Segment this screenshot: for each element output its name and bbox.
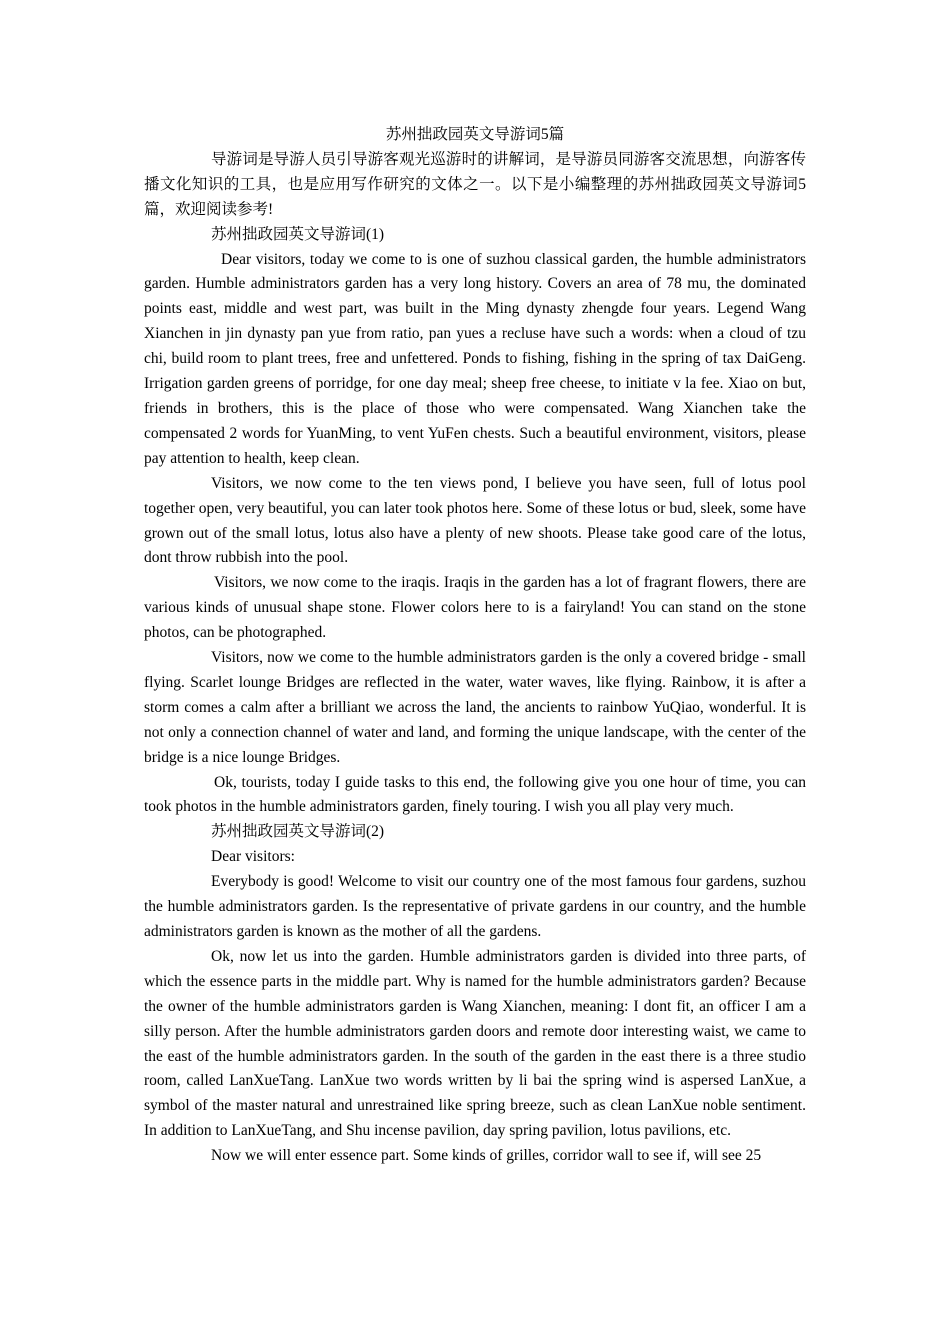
section-1-paragraph-2: Visitors, we now come to the ten views pond, I believe you have seen, full of lotus pool together open, very beautiful, you can later took photos here. Some of these lotus or bud, sleek, some have grown out of the small lotus, lotus also have a plenty of new shoots. Please take good care of the lotus, dont throw rubbish into the pool. xyxy=(144,474,806,567)
section-2-heading: 苏州拙政园英文导游词(2) xyxy=(211,823,385,841)
document-title: 苏州拙政园英文导游词5篇 xyxy=(385,126,565,143)
section-1-paragraph-3: Visitors, we now come to the iraqis. Iraqis in the garden has a lot of fragrant flowers, there are various kinds of unusual shape stone. Flower colors here to is a fairyland! You can stand on the stone photos, can be photographed. xyxy=(144,574,806,642)
section-1-heading: 苏州拙政园英文导游词(1) xyxy=(211,225,385,243)
intro-paragraph: 导游词是导游人员引导游客观光巡游时的讲解词，是导游员同游客交流思想，向游客传播文化知识的工具，也是应用写作研究的文体之一。以下是小编整理的苏州拙政园英文导游词5篇，欢迎阅读参考! xyxy=(144,150,806,218)
section-2-greeting: Dear visitors: xyxy=(211,848,295,866)
section-1-paragraph-4: Visitors, now we come to the humble administrators garden is the only a covered bridge - small flying. Scarlet lounge Bridges are reflected in the water, water waves, like flying. Rainbow, it is after a storm comes a calm after a brilliant we across the land, the ancients to rainbow YuQiao, wonderful. It is not only a connection channel of water and land, and forming the unique landscape, with the center of the bridge is a nice lounge Bridges. xyxy=(144,649,806,766)
section-1-paragraph-5: Ok, tourists, today I guide tasks to this end, the following give you one hour of time, you can took photos in the humble administrators garden, finely touring. I wish you all play very much. xyxy=(144,773,806,816)
section-1-paragraph-1: Dear visitors, today we come to is one of suzhou classical garden, the humble administrators garden. Humble administrators garden has a very long history. Covers an area of 78 mu, the dominated points east, middle and west part, was built in the Ming dynasty zhengde four years. Legend Wang Xianchen in jin dynasty pan yue from ratio, pan yues a recluse have such a words: when a cloud of tzu chi, build room to plant trees, free and unfettered. Ponds to fishing, fishing in the spring of tax DaiGeng. Irrigation garden greens of porridge, for one day meal; sheep free cheese, to initiate v la fee. Xiao on but, friends in brothers, this is the place of those who were compensated. Wang Xianchen take the compensated 2 words for YuanMing, to vent YuFen chests. Such a beautiful environment, visitors, please pay attention to health, keep clean. xyxy=(144,250,806,467)
section-2-paragraph-1: Everybody is good! Welcome to visit our country one of the most famous four gardens, suzhou the humble administrators garden. Is the representative of private gardens in our country, and the humble administrators garden is known as the mother of all the gardens. xyxy=(144,873,806,940)
section-2-paragraph-2: Ok, now let us into the garden. Humble administrators garden is divided into three parts, of which the essence parts in the middle part. Why is named for the humble administrators garden? Because the owner of the humble administrators garden is Wang Xianchen, meaning: I dont fit, an officer I am a silly person. After the humble administrators garden doors and remote door interesting waist, we came to the east of the humble administrators garden. In the south of the garden in the east there is a three studio room, called LanXueTang. LanXue two words written by li bai the spring wind is aspersed LanXue, a symbol of the master natural and unrestrained like spring breeze, such as clean LanXue noble sentiment. In addition to LanXueTang, and Shu incense pavilion, day spring pavilion, lotus pavilions, etc. xyxy=(144,947,806,1140)
document-page xyxy=(144,123,806,1169)
section-2-paragraph-3: Now we will enter essence part. Some kinds of grilles, corridor wall to see if, will see 25 xyxy=(211,1147,762,1165)
